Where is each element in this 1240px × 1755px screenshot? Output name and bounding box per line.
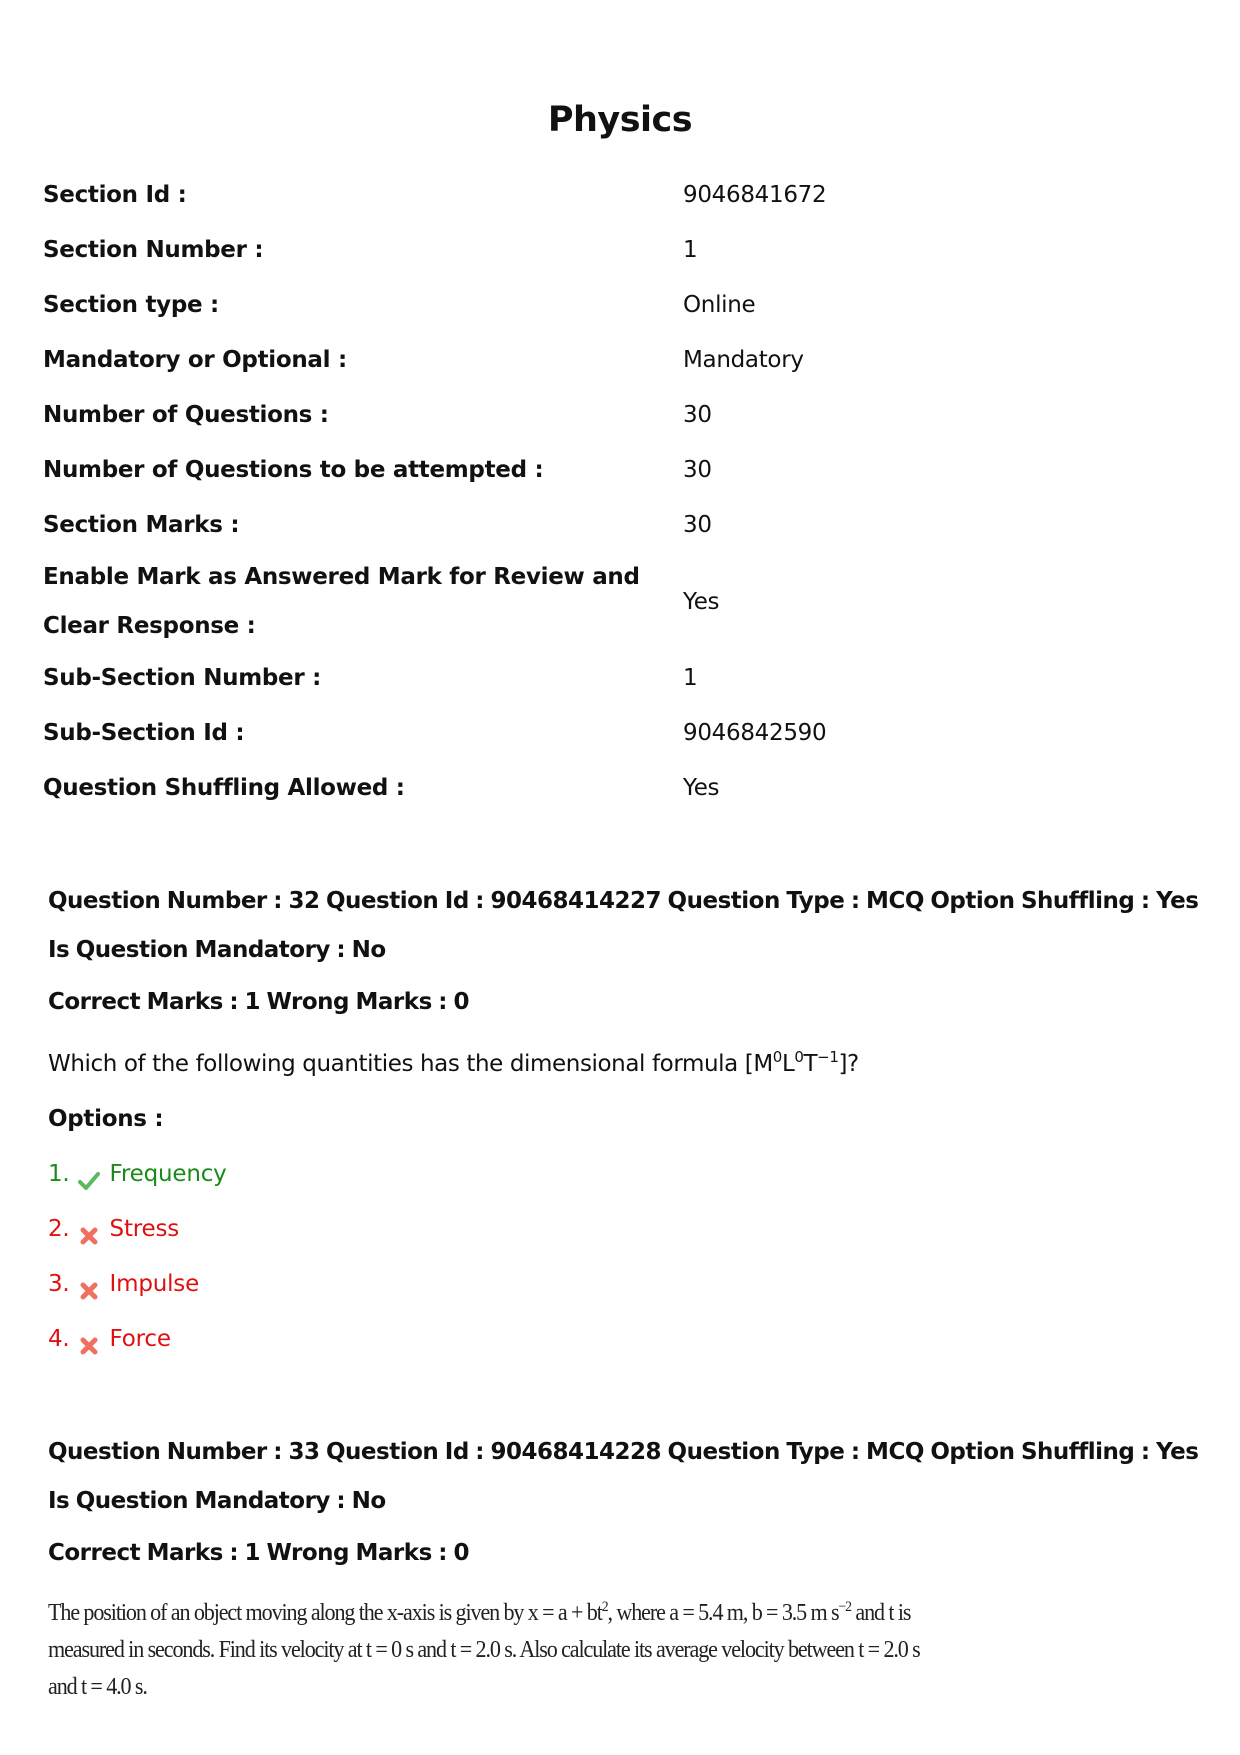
info-row-sub-section-number xyxy=(43,651,1193,706)
info-value: 9046841672 xyxy=(683,182,827,208)
info-value: 1 xyxy=(683,237,698,263)
info-row-section-type xyxy=(43,278,1193,333)
info-value: Yes xyxy=(683,775,720,801)
question-32 xyxy=(48,877,1218,1367)
option-label: Frequency xyxy=(109,1161,227,1187)
info-row-section-id xyxy=(43,168,1193,223)
info-row-enable-mark-review xyxy=(43,553,1193,651)
option-3 xyxy=(48,1257,1218,1312)
info-label: Sub-Section Number : xyxy=(43,665,322,691)
info-value: 9046842590 xyxy=(683,720,827,746)
superscript: 2 xyxy=(601,1599,608,1615)
info-value: 30 xyxy=(683,457,712,483)
info-label: Number of Questions : xyxy=(43,402,329,428)
info-value: Mandatory xyxy=(683,347,804,373)
question-header: Question Number : 33 Question Id : 90468414228 Question Type : MCQ Option Shuffling : Yes xyxy=(48,1439,1199,1465)
info-label: Section Id : xyxy=(43,182,187,208)
question-marks: Correct Marks : 1 Wrong Marks : 0 xyxy=(48,1540,469,1566)
section-info-table xyxy=(43,168,1193,816)
info-row-questions-to-attempt xyxy=(43,443,1193,498)
question-text-part: , where a = 5.4 m, b = 3.5 m s xyxy=(607,1600,839,1626)
option-label: Impulse xyxy=(109,1271,200,1297)
question-image-line1 xyxy=(48,1589,968,1632)
option-number: 4. xyxy=(48,1326,70,1352)
superscript: −1 xyxy=(817,1048,839,1066)
question-mandatory: Is Question Mandatory : No xyxy=(48,1488,386,1514)
question-text-part: and t is xyxy=(850,1600,911,1626)
question-image-line2: measured in seconds. Find its velocity at t = 0 s and t = 2.0 s. Also calculate its average velocity between t = 2.0 s xyxy=(48,1637,920,1663)
option-1 xyxy=(48,1147,1218,1202)
question-text-part: The position of an object moving along the x-axis is given by x = a + bt xyxy=(48,1600,602,1626)
question-text-part: L xyxy=(781,1051,795,1077)
info-value: Online xyxy=(683,292,756,318)
option-4 xyxy=(48,1312,1218,1367)
question-marks: Correct Marks : 1 Wrong Marks : 0 xyxy=(48,989,469,1015)
info-label: Mandatory or Optional : xyxy=(43,347,347,373)
info-label: Sub-Section Id : xyxy=(43,720,245,746)
cross-icon xyxy=(78,1268,100,1290)
option-2 xyxy=(48,1202,1218,1257)
option-number: 3. xyxy=(48,1271,70,1297)
info-value: Yes xyxy=(683,588,720,615)
info-value: 1 xyxy=(683,665,698,691)
question-header: Question Number : 32 Question Id : 90468414227 Question Type : MCQ Option Shuffling : Yes xyxy=(48,888,1199,914)
option-number: 1. xyxy=(48,1161,70,1187)
cross-icon xyxy=(78,1323,100,1345)
info-label: Section type : xyxy=(43,292,219,318)
superscript: −2 xyxy=(838,1599,851,1615)
superscript: 0 xyxy=(772,1048,782,1066)
info-value: 30 xyxy=(683,402,712,428)
info-label xyxy=(43,553,683,651)
info-row-number-of-questions xyxy=(43,388,1193,443)
info-value: 30 xyxy=(683,512,712,538)
question-text-part: Which of the following quantities has the dimensional formula [M xyxy=(48,1051,773,1077)
info-label-line1: Enable Mark as Answered Mark for Review and xyxy=(43,564,640,590)
info-label: Question Shuffling Allowed : xyxy=(43,775,405,801)
question-image-line3: and t = 4.0 s. xyxy=(48,1674,147,1700)
info-row-section-number xyxy=(43,223,1193,278)
question-text-part: T xyxy=(803,1051,818,1077)
question-image xyxy=(48,1589,968,1706)
option-label: Force xyxy=(109,1326,171,1352)
info-row-section-marks xyxy=(43,498,1193,553)
info-label: Number of Questions to be attempted : xyxy=(43,457,544,483)
options-label: Options : xyxy=(48,1106,164,1132)
question-mandatory: Is Question Mandatory : No xyxy=(48,937,386,963)
info-row-sub-section-id xyxy=(43,706,1193,761)
option-number: 2. xyxy=(48,1216,70,1242)
info-label: Section Marks : xyxy=(43,512,240,538)
info-row-question-shuffling xyxy=(43,761,1193,816)
cross-icon xyxy=(78,1213,100,1235)
page-title: Physics xyxy=(547,100,693,140)
question-text-part: ]? xyxy=(838,1051,859,1077)
check-icon xyxy=(78,1158,100,1180)
option-label: Stress xyxy=(109,1216,180,1242)
info-label: Section Number : xyxy=(43,237,264,263)
info-label-line2: Clear Response : xyxy=(43,613,256,639)
superscript: 0 xyxy=(794,1048,804,1066)
info-row-mandatory-optional xyxy=(43,333,1193,388)
question-33 xyxy=(48,1428,1218,1706)
question-text xyxy=(48,1030,1218,1092)
